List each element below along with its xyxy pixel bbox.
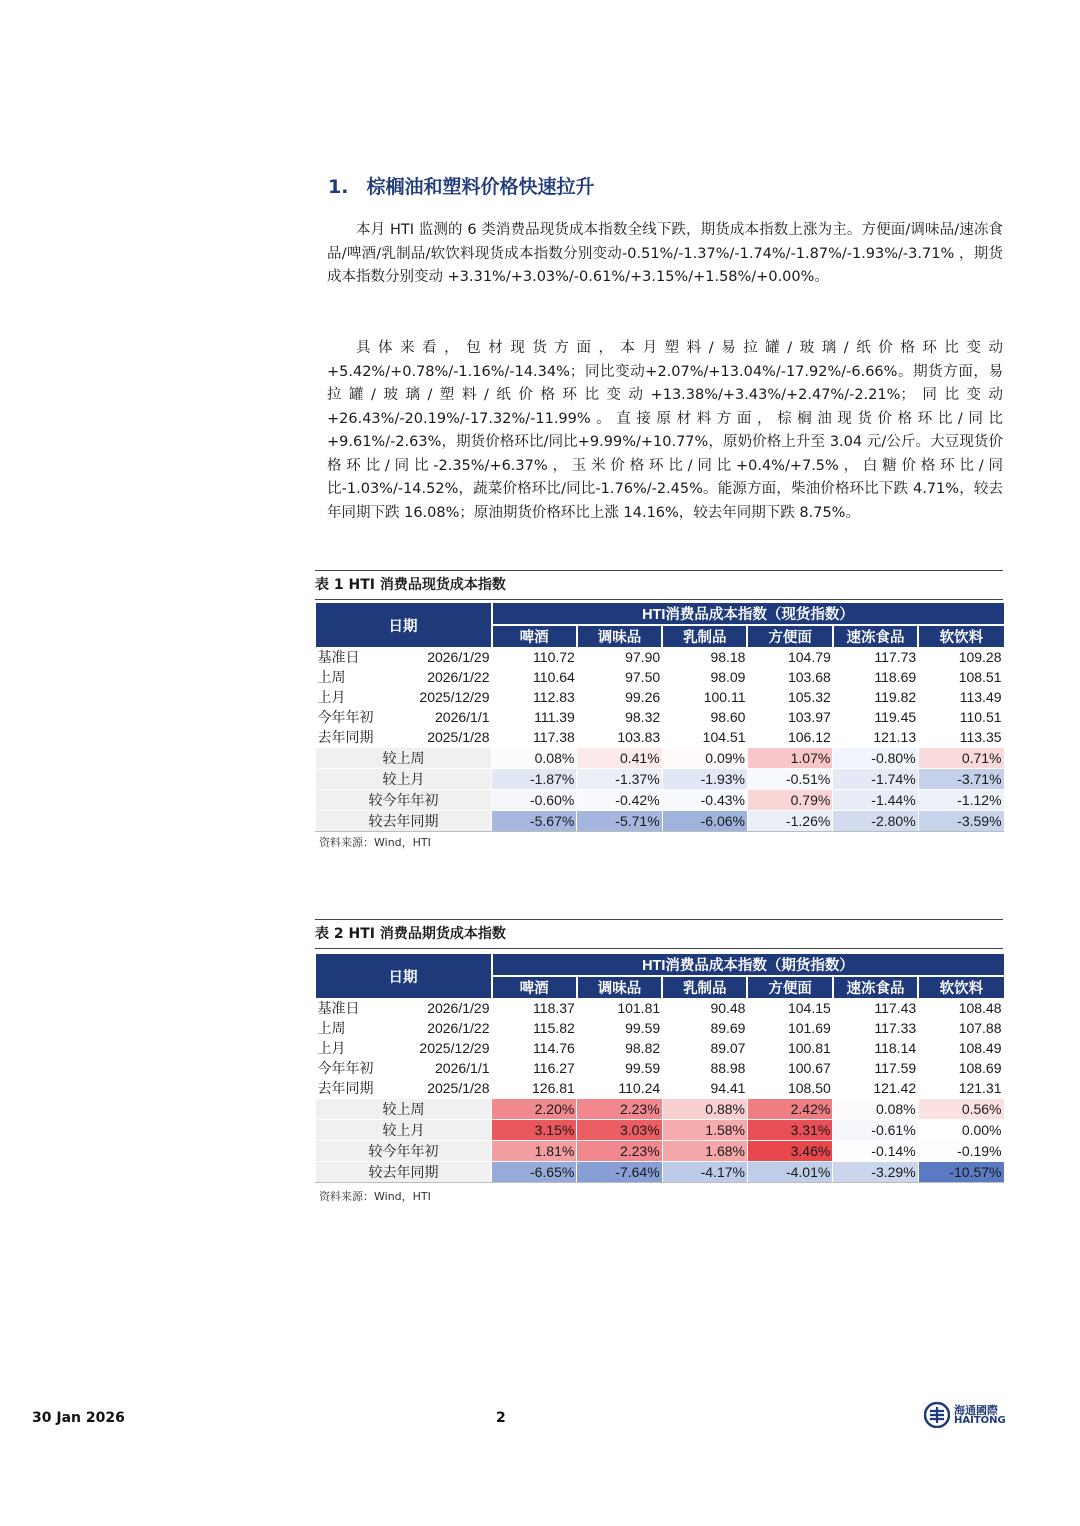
row-label <box>316 647 492 667</box>
column-header: 方便面 <box>747 625 832 647</box>
row-period: 上周 <box>317 669 346 685</box>
change-value-cell: 3.03% <box>577 1120 662 1141</box>
index-value-cell: 97.50 <box>625 669 661 685</box>
index-value-cell: 98.09 <box>710 669 746 685</box>
index-value-cell: 99.26 <box>625 689 661 705</box>
index-value-cell: 110.51 <box>959 709 1002 725</box>
change-label: 较今年年初 <box>316 790 492 811</box>
change-value-cell: 0.00% <box>918 1120 1003 1141</box>
index-value-cell: 89.69 <box>710 1020 746 1036</box>
row-date: 2026/1/22 <box>427 1020 490 1036</box>
table-row <box>316 1078 1004 1099</box>
change-value-cell: -5.71% <box>577 811 662 832</box>
haitong-logo <box>924 1402 1006 1430</box>
row-period: 去年同期 <box>317 1080 374 1096</box>
index-value-cell: 115.82 <box>533 1020 575 1036</box>
index-value-cell: 98.60 <box>710 709 746 725</box>
index-value-cell: 88.98 <box>710 1060 746 1076</box>
index-value-cell: 121.42 <box>873 1080 917 1096</box>
change-value-cell: -1.12% <box>918 790 1003 811</box>
change-value-cell: 3.46% <box>747 1141 832 1162</box>
column-header: 啤酒 <box>492 625 577 647</box>
row-period: 上月 <box>317 689 346 705</box>
spot-cost-index-table <box>315 603 1004 832</box>
group-header: HTI消费品成本指数（期货指数） <box>492 954 1004 976</box>
change-value-cell: -0.14% <box>833 1141 918 1162</box>
change-row <box>316 1099 1004 1120</box>
page-number: 2 <box>496 1410 506 1426</box>
change-value-cell: 0.09% <box>662 748 747 769</box>
row-date: 2025/1/28 <box>427 729 490 745</box>
column-header: 方便面 <box>747 976 832 998</box>
index-value-cell: 103.68 <box>787 669 831 685</box>
index-value-cell: 100.67 <box>787 1060 831 1076</box>
row-date: 2026/1/1 <box>435 709 490 725</box>
change-label: 较上周 <box>316 748 492 769</box>
column-header: 软饮料 <box>918 976 1003 998</box>
change-value-cell: -5.67% <box>492 811 577 832</box>
change-value-cell: -7.64% <box>577 1162 662 1183</box>
index-value-cell: 113.35 <box>959 729 1002 745</box>
column-header: 乳制品 <box>662 625 747 647</box>
change-value-cell: -3.29% <box>833 1162 918 1183</box>
change-value-cell: -4.01% <box>747 1162 832 1183</box>
table-caption: 表 2 HTI 消费品期货成本指数 <box>315 919 1003 949</box>
date-header: 日期 <box>316 603 492 647</box>
index-value-cell: 101.69 <box>787 1020 831 1036</box>
index-value-cell: 94.41 <box>710 1080 746 1096</box>
row-period: 上周 <box>317 1020 346 1036</box>
index-value-cell: 97.90 <box>625 649 661 665</box>
row-period: 基准日 <box>317 1000 360 1016</box>
column-header: 速冻食品 <box>833 976 918 998</box>
row-period: 去年同期 <box>317 729 374 745</box>
index-value-cell: 98.18 <box>710 649 746 665</box>
change-label: 较上周 <box>316 1099 492 1120</box>
section-title <box>328 172 594 199</box>
change-value-cell: -3.71% <box>918 769 1003 790</box>
index-value-cell: 118.14 <box>874 1040 917 1056</box>
column-header: 调味品 <box>577 976 662 998</box>
index-value-cell: 89.07 <box>710 1040 746 1056</box>
index-value-cell: 119.45 <box>874 709 917 725</box>
table-row <box>316 727 1004 748</box>
index-value-cell: 108.50 <box>787 1080 831 1096</box>
row-period: 今年年初 <box>317 1060 374 1076</box>
change-value-cell: 3.15% <box>492 1120 577 1141</box>
table-source-note: 资料来源：Wind，HTI <box>319 1190 431 1203</box>
index-value-cell: 101.81 <box>617 1000 661 1016</box>
index-value-cell: 117.33 <box>874 1020 917 1036</box>
row-date: 2025/1/28 <box>427 1080 490 1096</box>
index-value-cell: 108.49 <box>958 1040 1002 1056</box>
column-header: 乳制品 <box>662 976 747 998</box>
index-value-cell: 98.32 <box>625 709 661 725</box>
change-value-cell: -6.06% <box>662 811 747 832</box>
change-value-cell: 3.31% <box>747 1120 832 1141</box>
change-value-cell: -2.80% <box>833 811 918 832</box>
row-label <box>316 998 492 1018</box>
table-source-note: 资料来源：Wind，HTI <box>319 836 431 849</box>
row-label <box>316 707 492 727</box>
index-value-cell: 113.49 <box>959 689 1002 705</box>
index-value-cell: 117.43 <box>874 1000 917 1016</box>
index-value-cell: 116.27 <box>533 1060 575 1076</box>
index-value-cell: 105.32 <box>787 689 831 705</box>
index-value-cell: 117.38 <box>533 729 575 745</box>
change-row <box>316 790 1004 811</box>
table-row <box>316 667 1004 687</box>
index-value-cell: 108.51 <box>958 669 1002 685</box>
index-value-cell: 99.59 <box>625 1060 661 1076</box>
change-row <box>316 769 1004 790</box>
change-value-cell: 2.23% <box>577 1141 662 1162</box>
index-value-cell: 118.69 <box>874 669 917 685</box>
index-value-cell: 121.31 <box>958 1080 1002 1096</box>
change-row <box>316 1141 1004 1162</box>
index-value-cell: 107.88 <box>958 1020 1002 1036</box>
index-value-cell: 114.76 <box>533 1040 575 1056</box>
change-value-cell: -3.59% <box>918 811 1003 832</box>
table-caption: 表 1 HTI 消费品现货成本指数 <box>315 570 1003 600</box>
index-value-cell: 117.59 <box>874 1060 917 1076</box>
index-value-cell: 99.59 <box>625 1020 661 1036</box>
change-row <box>316 1162 1004 1183</box>
logo-name-cn: 海通國際 <box>954 1404 998 1417</box>
change-value-cell: -6.65% <box>492 1162 577 1183</box>
change-value-cell: 0.08% <box>492 748 577 769</box>
change-value-cell: 1.07% <box>747 748 832 769</box>
footer-date: 30 Jan 2026 <box>32 1410 125 1426</box>
change-value-cell: -0.51% <box>747 769 832 790</box>
index-value-cell: 90.48 <box>710 1000 746 1016</box>
change-value-cell: 0.41% <box>577 748 662 769</box>
change-value-cell: -0.60% <box>492 790 577 811</box>
column-header: 速冻食品 <box>833 625 918 647</box>
table-row <box>316 707 1004 727</box>
index-value-cell: 117.73 <box>874 649 917 665</box>
group-header: HTI消费品成本指数（现货指数） <box>492 603 1004 625</box>
table-row <box>316 998 1004 1018</box>
paragraph-summary: 本月 HTI 监测的 6 类消费品现货成本指数全线下跌，期货成本指数上涨为主。方便面/调味品/速冻食品/啤酒/乳制品/软饮料现货成本指数分别变动-0.51%/-1.37%/-1.74%/-1.87%/-1.93%/-3.71% ，期货成本指数分别变动 +3.31%/+3.03%/-0.61%/+3.15%/+1.58%/+0.00%。 <box>327 222 1003 285</box>
row-period: 今年年初 <box>317 709 374 725</box>
index-value-cell: 109.28 <box>958 649 1002 665</box>
change-value-cell: 1.58% <box>662 1120 747 1141</box>
row-period: 上月 <box>317 1040 346 1056</box>
index-value-cell: 108.48 <box>958 1000 1002 1016</box>
change-row <box>316 1120 1004 1141</box>
index-value-cell: 111.39 <box>534 709 575 725</box>
change-label: 较去年同期 <box>316 1162 492 1183</box>
change-value-cell: 1.68% <box>662 1141 747 1162</box>
change-value-cell: -1.87% <box>492 769 577 790</box>
index-value-cell: 100.11 <box>703 689 746 705</box>
change-value-cell: -0.80% <box>833 748 918 769</box>
date-header: 日期 <box>316 954 492 998</box>
index-value-cell: 110.64 <box>533 669 575 685</box>
change-value-cell: -0.61% <box>833 1120 918 1141</box>
index-value-cell: 100.81 <box>787 1040 831 1056</box>
index-value-cell: 110.72 <box>533 649 575 665</box>
row-label <box>316 727 492 748</box>
index-value-cell: 106.12 <box>787 729 831 745</box>
row-label <box>316 1018 492 1038</box>
change-value-cell: 0.71% <box>918 748 1003 769</box>
section-number: 1. <box>328 176 349 198</box>
logo-name-en: HAITONG <box>954 1415 1006 1426</box>
change-value-cell: -1.37% <box>577 769 662 790</box>
row-period: 基准日 <box>317 649 360 665</box>
column-header: 啤酒 <box>492 976 577 998</box>
index-value-cell: 98.82 <box>625 1040 661 1056</box>
futures-cost-index-table <box>315 954 1004 1183</box>
row-label <box>316 687 492 707</box>
change-value-cell: -0.42% <box>577 790 662 811</box>
change-value-cell: 2.23% <box>577 1099 662 1120</box>
row-label <box>316 667 492 687</box>
index-value-cell: 112.83 <box>533 689 575 705</box>
section-title-text: 棕榈油和塑料价格快速拉升 <box>366 176 595 198</box>
index-value-cell: 103.97 <box>787 709 831 725</box>
paragraph-detail: 具体来看，包材现货方面，本月塑料/易拉罐/玻璃/纸价格环比变动+5.42%/+0.78%/-1.16%/-14.34%；同比变动+2.07%/+13.04%/-17.92%/-6.66%。期货方面，易拉罐/玻璃/塑料/纸价格环比变动+13.38%/+3.43%/+2.47%/-2.21%；同比变动+26.43%/-20.19%/-17.32%/-11.99%。直接原材料方面，棕榈油现货价格环比/同比+9.61%/-2.63%，期货价格环比/同比+9.99%/+10.77%，原奶价格上升至 3.04 元/公斤。大豆现货价格环比/同比-2.35%/+6.37%，玉米价格环比/同比+0.4%/+7.5%，白糖价格环比/同比-1.03%/-14.52%，蔬菜价格环比/同比-1.76%/-2.45%。能源方面，柴油价格环比下跌 4.71%，较去年同期下跌 16.08%；原油期货价格环比上涨 14.16%，较去年同期下跌 8.75%。 <box>327 340 1003 521</box>
table-row <box>316 647 1004 667</box>
haitong-logo-icon <box>924 1402 950 1428</box>
change-label: 较今年年初 <box>316 1141 492 1162</box>
change-label: 较上月 <box>316 769 492 790</box>
table-body <box>316 998 1004 1183</box>
table-row <box>316 687 1004 707</box>
index-value-cell: 108.69 <box>958 1060 1002 1076</box>
index-value-cell: 110.24 <box>618 1080 661 1096</box>
row-date: 2025/12/29 <box>419 1040 490 1056</box>
change-value-cell: 0.08% <box>833 1099 918 1120</box>
change-value-cell: -1.26% <box>747 811 832 832</box>
column-header: 调味品 <box>577 625 662 647</box>
change-value-cell: -10.57% <box>918 1162 1003 1183</box>
change-value-cell: -0.43% <box>662 790 747 811</box>
table-row <box>316 1018 1004 1038</box>
row-label <box>316 1038 492 1058</box>
column-header: 软饮料 <box>918 625 1003 647</box>
row-date: 2026/1/29 <box>427 649 490 665</box>
table-row <box>316 1058 1004 1078</box>
change-value-cell: -1.93% <box>662 769 747 790</box>
index-value-cell: 104.79 <box>787 649 831 665</box>
change-value-cell: -1.44% <box>833 790 918 811</box>
change-row <box>316 811 1004 832</box>
index-value-cell: 121.13 <box>873 729 917 745</box>
row-date: 2025/12/29 <box>419 689 490 705</box>
change-value-cell: 0.56% <box>918 1099 1003 1120</box>
change-label: 较上月 <box>316 1120 492 1141</box>
table-body <box>316 647 1004 832</box>
row-date: 2026/1/22 <box>427 669 490 685</box>
index-value-cell: 126.81 <box>532 1080 575 1096</box>
row-date: 2026/1/1 <box>435 1060 490 1076</box>
table-row <box>316 1038 1004 1058</box>
index-value-cell: 119.82 <box>874 689 917 705</box>
index-value-cell: 103.83 <box>617 729 661 745</box>
change-value-cell: 2.20% <box>492 1099 577 1120</box>
change-value-cell: 1.81% <box>492 1141 577 1162</box>
change-value-cell: -1.74% <box>833 769 918 790</box>
change-row <box>316 748 1004 769</box>
index-value-cell: 104.15 <box>787 1000 831 1016</box>
index-value-cell: 104.51 <box>702 729 746 745</box>
change-value-cell: -0.19% <box>918 1141 1003 1162</box>
change-label: 较去年同期 <box>316 811 492 832</box>
change-value-cell: 0.88% <box>662 1099 747 1120</box>
row-label <box>316 1078 492 1099</box>
change-value-cell: 2.42% <box>747 1099 832 1120</box>
index-value-cell: 118.37 <box>533 1000 575 1016</box>
change-value-cell: -4.17% <box>662 1162 747 1183</box>
change-value-cell: 0.79% <box>747 790 832 811</box>
row-date: 2026/1/29 <box>427 1000 490 1016</box>
row-label <box>316 1058 492 1078</box>
